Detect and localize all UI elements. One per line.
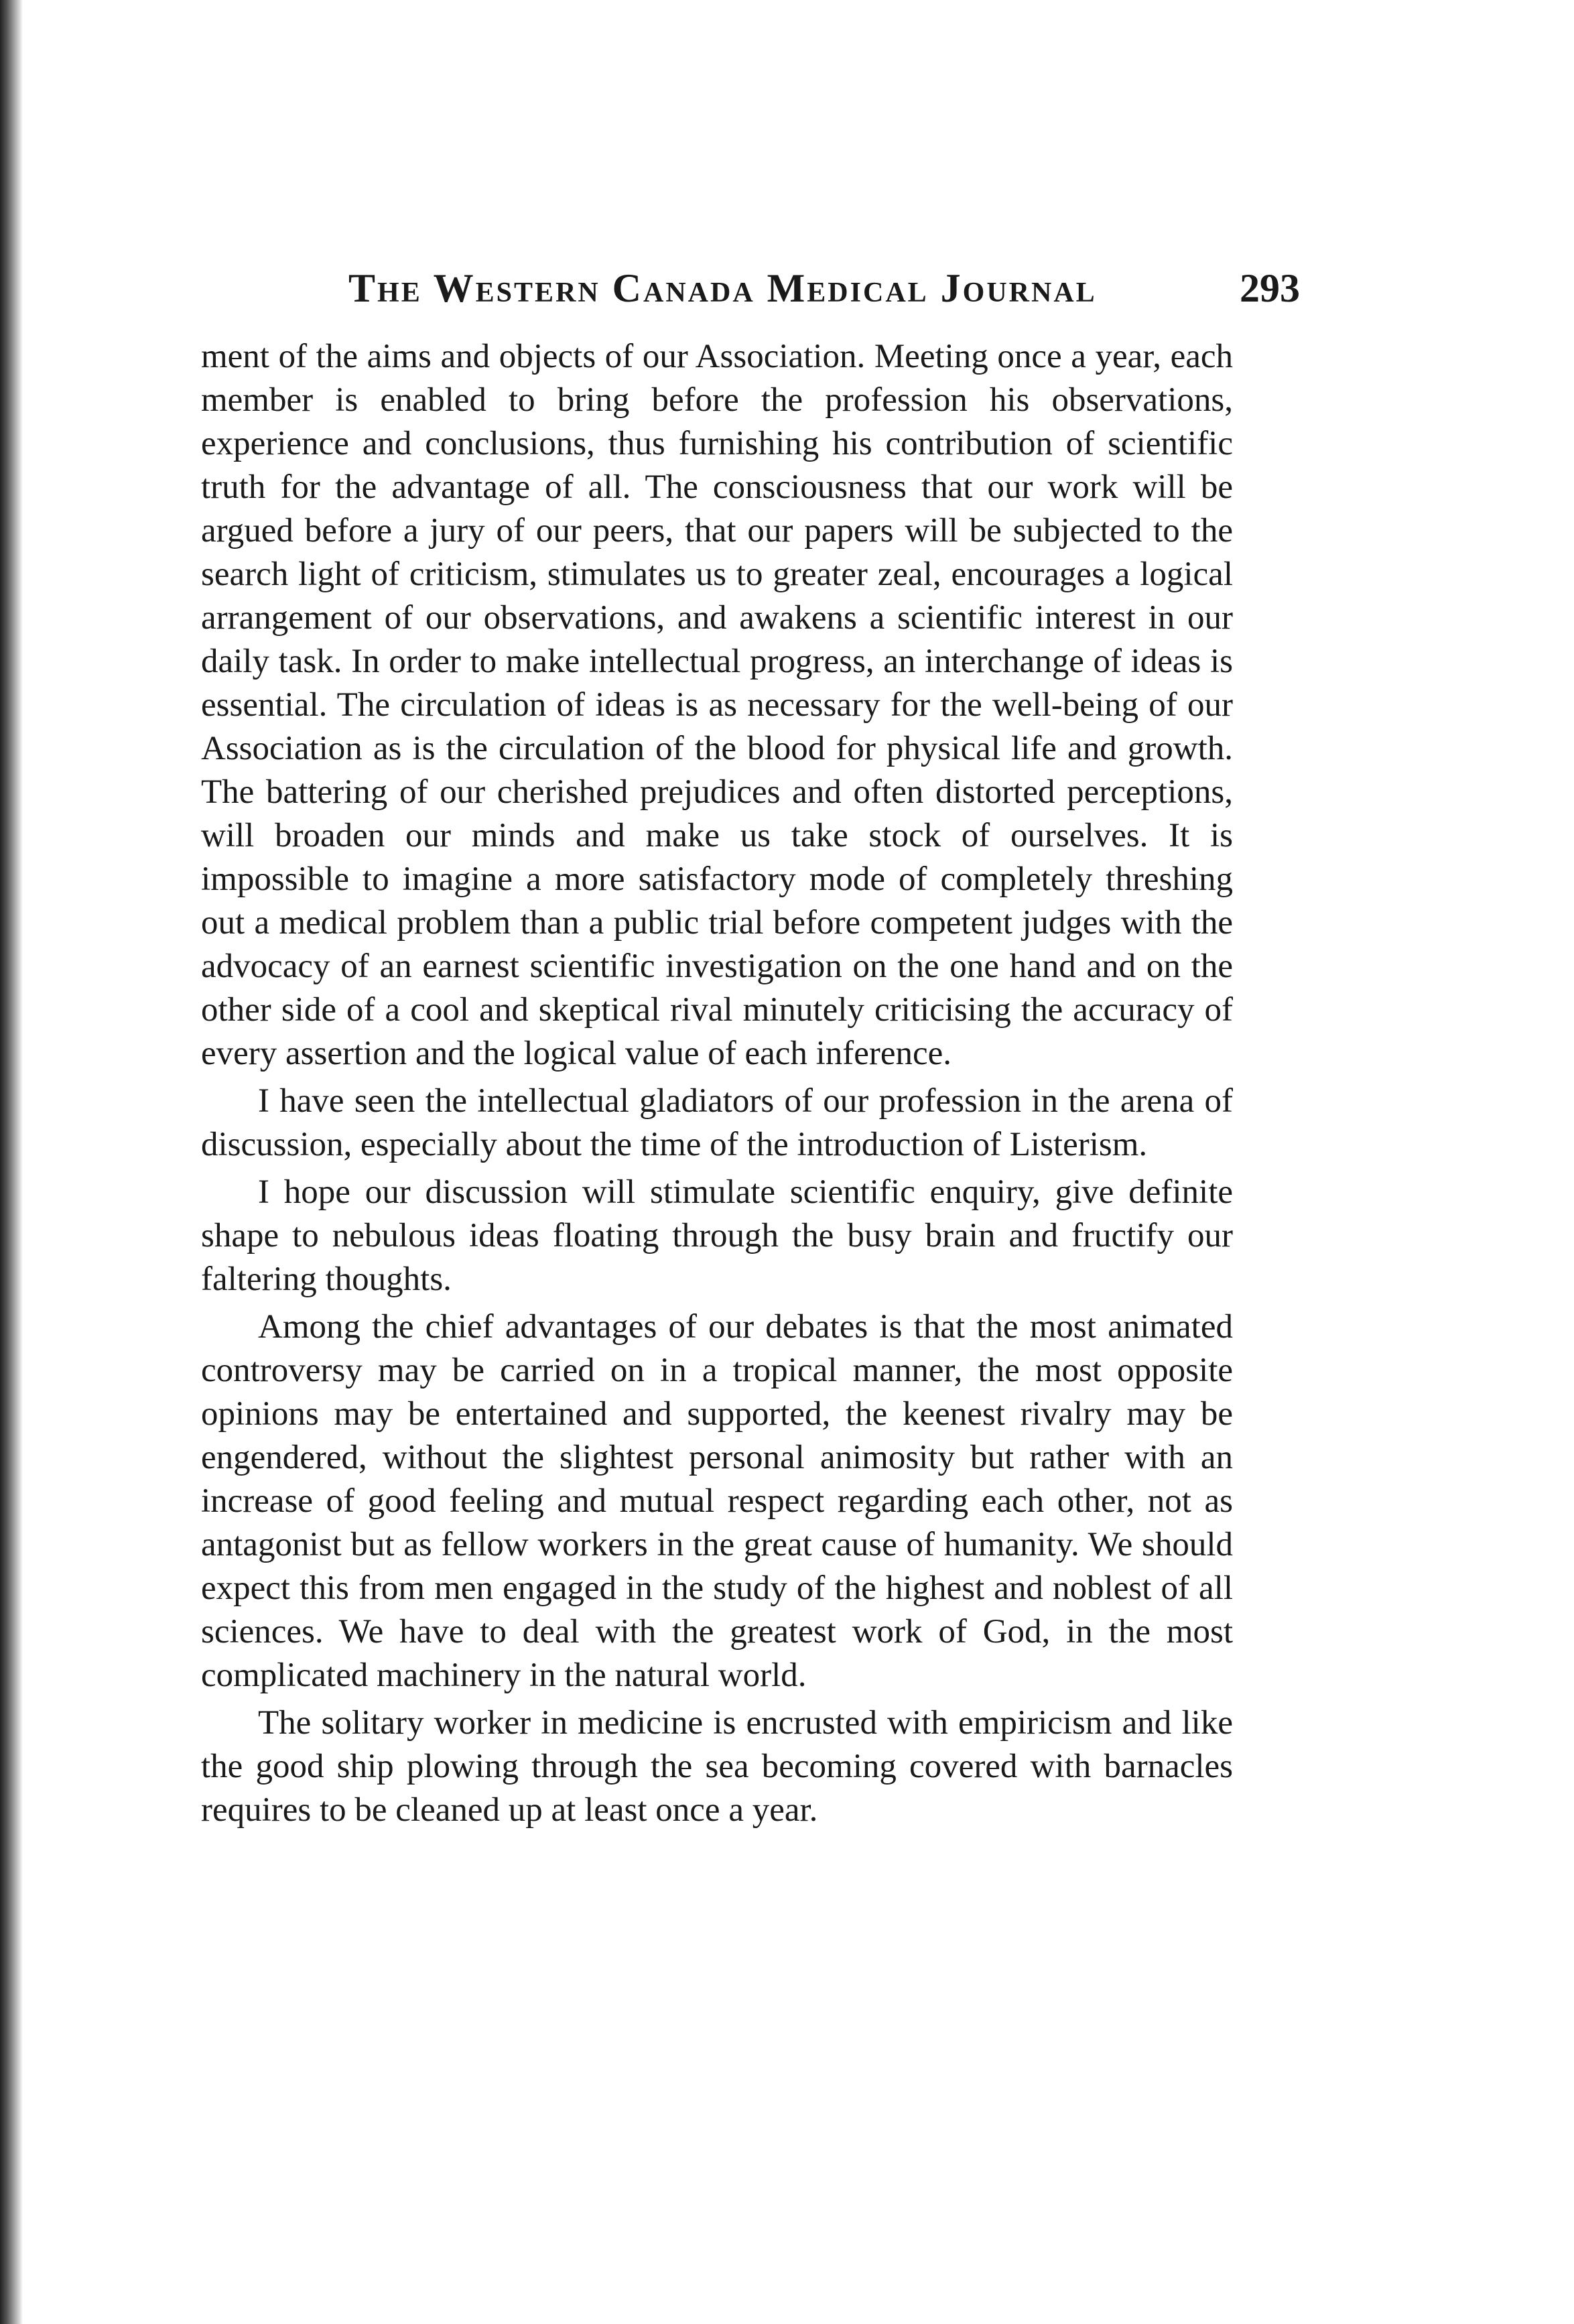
paragraph-solitary-worker: The solitary worker in medicine is encrusted with empiricism and like the good ship plowing through the sea becoming covered with barnacles requires to be cleaned up at least once a year. (201, 1704, 1233, 1829)
paragraph-continuation: ment of the aims and objects of our Association. Meeting once a year, each member is enabled to bring before the profession his observations, experience and conclusions, thus furnishing his contribution of scientific truth for the advantage of all. The consciousness that our work will be argued before a jury of our peers, that our papers will be subjected to the search light of criticism, stimulates us to greater zeal, encourages a logical arrangement of our observations, and awakens a scientific interest in our daily task. In order to make intellectual progress, an interchange of ideas is essential. The circulation of ideas is as necessary for the well-being of our Association as is the circulation of the blood for physical life and growth. The battering of our cherished prejudices and often distorted perceptions, will broaden our minds and make us take stock of ourselves. It is impossible to imagine a more satisfactory mode of completely threshing out a medical problem than a public trial before competent judges with the advocacy of an earnest scientific investigation on the one hand and on the other side of a cool and skeptical rival minutely criticising the accuracy of every assertion and the logical value of each inference. (201, 338, 1233, 1072)
paragraph-discussion-hope: I hope our discussion will stimulate scientific enquiry, give definite shape to nebulous ideas floating through the busy brain and fructify our faltering thoughts. (201, 1173, 1233, 1298)
body-text (201, 335, 1233, 1832)
page-number: 293 (1240, 266, 1300, 310)
paragraph-debate-advantages: Among the chief advantages of our debates is that the most animated controversy may be carried on in a tropical manner, the most opposite opinions may be entertained and supported, the keenest rivalry may be engendered, without the slightest personal animosity but rather with an increase of good feeling and mutual respect regarding each other, not as antagonist but as fellow workers in the great cause of humanity. We should expect this from men engaged in the study of the highest and noblest of all sciences. We have to deal with the greatest work of God, in the most complicated machinery in the natural world. (201, 1308, 1233, 1694)
running-head (348, 258, 1300, 318)
journal-title: The Western Canada Medical Journal (348, 266, 1097, 310)
paragraph-gladiators: I have seen the intellectual gladiators of our profession in the arena of discussion, especially about the time of the introduction of Listerism. (201, 1082, 1233, 1163)
scan-binding-edge (0, 0, 23, 2324)
